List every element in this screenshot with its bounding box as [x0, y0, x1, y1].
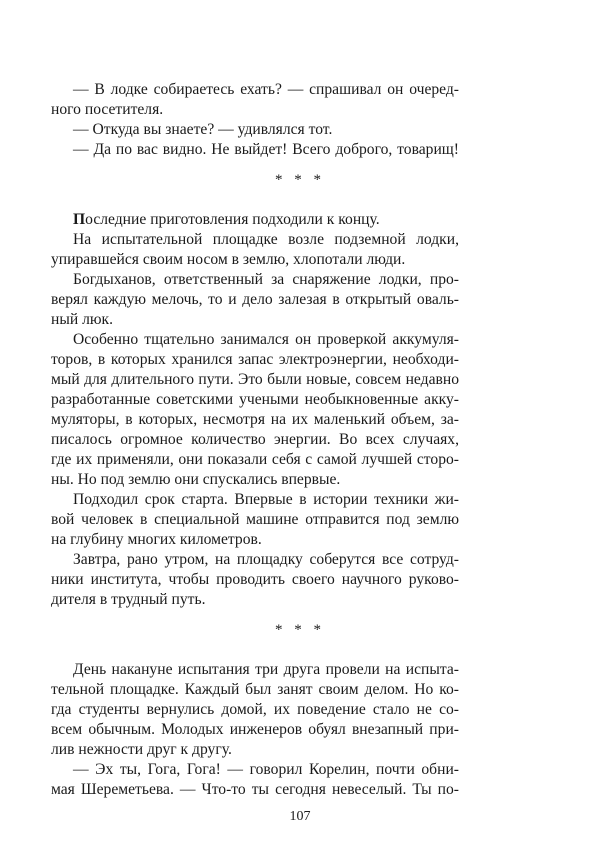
text-line: — Эх ты, Гога, Гога! — говорил Корелин, почти обни-	[73, 761, 459, 778]
text-line: на глубину многих километров.	[51, 531, 262, 548]
text-line: — В лодке собираетесь ехать? — спрашивал он очеред-	[73, 81, 459, 98]
text-line: всем обычным. Молодых инженеров обуял внезапный при-	[51, 721, 459, 738]
text-line: где их применяли, они показали себя с самой лучшей сторо-	[51, 451, 459, 468]
text-line: лив нежности друг к другу.	[51, 741, 232, 758]
text-line: Подходил срок старта. Впервые в истории техники жи-	[73, 491, 459, 508]
text-line: упиравшейся своим носом в землю, хлопотали люди.	[51, 251, 406, 268]
text-line: ный люк.	[51, 311, 113, 328]
section-separator: * * *	[275, 172, 325, 188]
text-line: верял каждую мелочь, то и дело залезая в открытый оваль-	[51, 291, 459, 308]
text-line: тельной площадке. Каждый был занят своим делом. Но ко-	[51, 681, 459, 698]
text-line: Особенно тщательно занимался он проверкой аккумуля-	[73, 331, 459, 348]
text-line: — Да по вас видно. Не выйдет! Всего доброго, товарищ!	[73, 141, 459, 158]
text-line: ного посетителя.	[51, 101, 164, 118]
text-line: писалось огромное количество энергии. Во всех случаях,	[51, 431, 459, 448]
text-line: — Откуда вы знаете? — удивлялся тот.	[73, 121, 333, 138]
text-line: мый для длительного пути. Это были новые, совсем недавно	[51, 371, 459, 388]
initial-letter: П	[73, 211, 86, 228]
text-line: ны. Но под землю они спускались впервые.	[51, 471, 341, 488]
text-line: вой человек в специальной машине отправится под землю	[51, 511, 459, 528]
text-line: мая Шереметьева. — Что-то ты сегодня невеселый. Ты по-	[51, 781, 459, 798]
text-line: дителя в трудный путь.	[51, 591, 206, 608]
text-line: муляторы, в которых, несмотря на их маленький объем, за-	[51, 411, 459, 428]
text-line: гда студенты вернулись домой, их поведение стало не со-	[51, 701, 459, 718]
text-line: Богдыханов, ответственный за снаряжение лодки, про-	[73, 271, 459, 288]
page-number: 107	[289, 809, 311, 824]
text-line: разработанные советскими учеными необыкновенные акку-	[51, 391, 459, 408]
text-line: торов, в которых хранился запас электроэнергии, необходи-	[51, 351, 459, 368]
text-line: Завтра, рано утром, на площадку соберутся все сотруд-	[73, 551, 459, 568]
text-line: ники института, чтобы проводить своего научного руково-	[51, 571, 459, 588]
text-line: День накануне испытания три друга провели на испыта-	[73, 661, 459, 678]
text-line: На испытательной площадке возле подземной лодки,	[73, 231, 459, 248]
section-separator: * * *	[275, 622, 325, 638]
text-line	[73, 210, 459, 230]
text-line-rest: оследние приготовления подходили к концу.	[85, 211, 380, 228]
